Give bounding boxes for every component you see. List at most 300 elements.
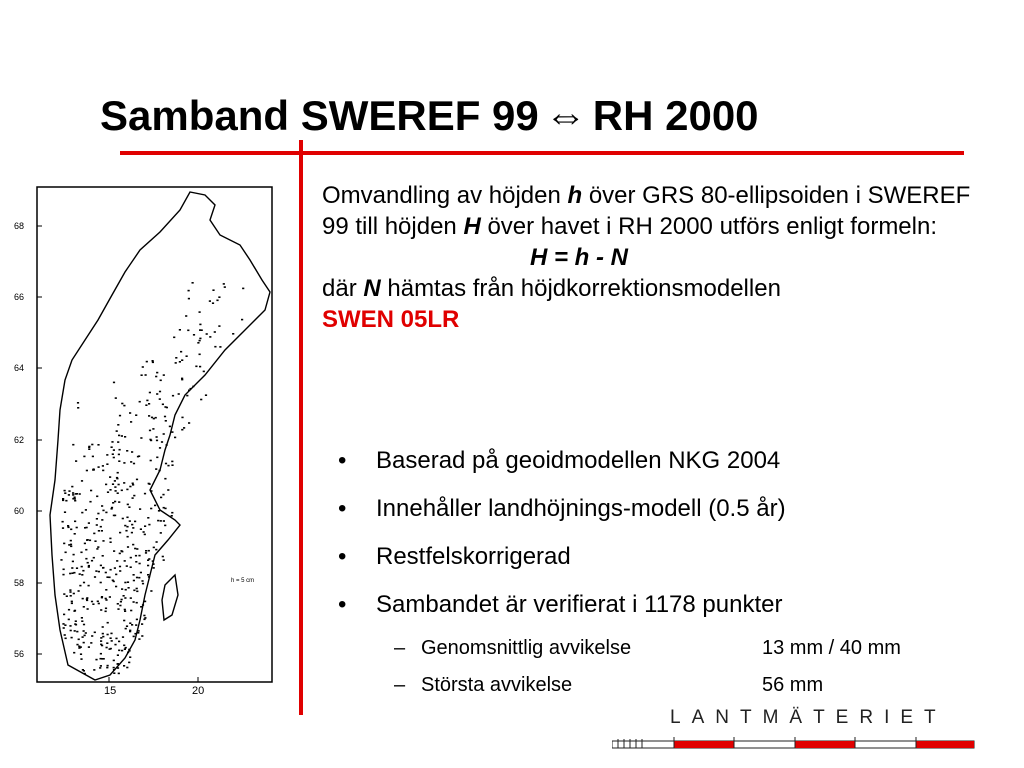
measurement-point [79, 493, 81, 495]
measurement-point [79, 573, 81, 575]
measurement-point [219, 346, 221, 348]
measurement-point [124, 436, 126, 438]
measurement-point [125, 628, 127, 630]
measurement-point [110, 637, 112, 639]
measurement-point [70, 529, 72, 531]
measurement-point [98, 530, 100, 532]
measurement-point [102, 555, 104, 557]
measurement-point [96, 496, 98, 498]
measurement-point [112, 502, 114, 504]
measurement-point [129, 656, 131, 658]
measurement-point [113, 660, 115, 662]
measurement-point [83, 456, 85, 458]
measurement-point [113, 550, 115, 552]
measurement-point [68, 490, 70, 492]
sweden-point-map [0, 180, 290, 700]
measurement-point [162, 404, 164, 406]
measurement-point [72, 561, 74, 563]
measurement-point [146, 400, 148, 402]
measurement-point [134, 633, 136, 635]
measurement-point [117, 441, 119, 443]
measurement-point [98, 466, 100, 468]
measurement-point [74, 497, 76, 499]
measurement-point [141, 623, 143, 625]
measurement-point [64, 490, 66, 492]
measurement-point [106, 454, 108, 456]
measurement-point [92, 456, 94, 458]
measurement-point [96, 548, 98, 550]
measurement-point [102, 465, 104, 467]
measurement-point [73, 554, 75, 556]
measurement-point [80, 552, 82, 554]
measurement-point [100, 582, 102, 584]
measurement-point [65, 552, 67, 554]
measurement-point [126, 489, 128, 491]
measurement-point [118, 501, 120, 503]
measurement-point [78, 590, 80, 592]
measurement-point [190, 388, 192, 390]
measurement-point [68, 544, 70, 546]
measurement-point [117, 492, 119, 494]
symbol-H: H [463, 213, 481, 240]
measurement-point [91, 635, 93, 637]
measurement-point [141, 635, 143, 637]
measurement-point [124, 648, 126, 650]
measurement-point [83, 642, 85, 644]
measurement-point [109, 596, 111, 598]
measurement-point [129, 622, 131, 624]
measurement-point [105, 608, 107, 610]
measurement-point [147, 565, 149, 567]
measurement-point [113, 669, 115, 671]
intro-text [322, 180, 1002, 335]
lat-label: 60 [14, 506, 25, 516]
measurement-point [199, 311, 201, 313]
sub-bullet-value: 56 mm [762, 674, 824, 696]
measurement-point [118, 484, 120, 486]
measurement-point [129, 630, 131, 632]
lat-label: 64 [14, 363, 25, 373]
measurement-point [171, 512, 173, 514]
lat-label: 66 [14, 292, 25, 302]
measurement-point [121, 403, 123, 405]
measurement-point [185, 315, 187, 317]
dash-icon: – [394, 637, 406, 659]
measurement-point [152, 428, 154, 430]
measurement-point [105, 611, 107, 613]
measurement-point [99, 667, 101, 669]
measurement-point [149, 392, 151, 394]
measurement-point [169, 426, 171, 428]
measurement-point [130, 461, 132, 463]
measurement-point [199, 324, 201, 326]
measurement-point [140, 437, 142, 439]
measurement-point [89, 501, 91, 503]
measurement-point [71, 603, 73, 605]
measurement-point [142, 366, 144, 368]
measurement-point [63, 593, 65, 595]
measurement-point [129, 520, 131, 522]
measurement-point [164, 508, 166, 510]
measurement-point [93, 669, 95, 671]
bullet-dot-icon: • [338, 543, 347, 570]
measurement-point [80, 653, 82, 655]
measurement-point [138, 577, 140, 579]
measurement-point [145, 404, 147, 406]
measurement-point [156, 457, 158, 459]
measurement-point [153, 418, 155, 420]
measurement-point [118, 454, 120, 456]
measurement-point [74, 610, 76, 612]
measurement-point [88, 566, 90, 568]
measurement-point [111, 508, 113, 510]
measurement-point [136, 619, 138, 621]
measurement-point [63, 543, 65, 545]
measurement-point [155, 468, 157, 470]
measurement-point [205, 394, 207, 396]
measurement-point [101, 505, 103, 507]
measurement-point [62, 574, 64, 576]
measurement-point [118, 460, 120, 462]
measurement-point [63, 627, 65, 629]
measurement-point [85, 558, 87, 560]
measurement-point [102, 510, 104, 512]
measurement-point [131, 451, 133, 453]
measurement-point [181, 417, 183, 419]
measurement-point [153, 567, 155, 569]
measurement-point [132, 497, 134, 499]
measurement-point [126, 450, 128, 452]
measurement-point [115, 574, 117, 576]
measurement-point [128, 506, 130, 508]
measurement-point [145, 552, 147, 554]
measurement-point [113, 672, 115, 674]
measurement-point [81, 480, 83, 482]
measurement-point [117, 424, 119, 426]
measurement-point [113, 457, 115, 459]
measurement-point [95, 570, 97, 572]
measurement-point [90, 490, 92, 492]
measurement-point [117, 608, 119, 610]
measurement-point [199, 338, 201, 340]
measurement-point [200, 399, 202, 401]
measurement-point [159, 470, 161, 472]
measurement-point [109, 538, 111, 540]
measurement-point [145, 550, 147, 552]
measurement-point [101, 519, 103, 521]
measurement-point [155, 376, 157, 378]
measurement-point [116, 430, 118, 432]
measurement-point [148, 576, 150, 578]
measurement-point [115, 638, 117, 640]
measurement-point [115, 397, 117, 399]
measurement-point [70, 546, 72, 548]
measurement-point [142, 583, 144, 585]
measurement-point [89, 540, 91, 542]
measurement-point [88, 646, 90, 648]
measurement-point [125, 530, 127, 532]
measurement-point [70, 540, 72, 542]
measurement-point [141, 374, 143, 376]
measurement-point [83, 670, 85, 672]
measurement-point [150, 508, 152, 510]
measurement-point [72, 498, 74, 500]
lat-label: 62 [14, 435, 25, 445]
measurement-point [60, 559, 62, 561]
measurement-point [218, 325, 220, 327]
measurement-point [114, 515, 116, 517]
measurement-point [209, 336, 211, 338]
measurement-point [94, 540, 96, 542]
measurement-point [163, 559, 165, 561]
measurement-point [77, 402, 79, 404]
dash-icon: – [394, 674, 406, 696]
measurement-point [144, 493, 146, 495]
measurement-point [68, 494, 70, 496]
sub-bullet-label: Största avvikelse [421, 674, 573, 696]
measurement-point [69, 589, 71, 591]
measurement-point [114, 644, 116, 646]
measurement-point [160, 520, 162, 522]
measurement-point [241, 319, 243, 321]
measurement-point [127, 652, 129, 654]
measurement-point [159, 398, 161, 400]
measurement-point [156, 436, 158, 438]
measurement-point [192, 282, 194, 284]
measurement-point [120, 601, 122, 603]
measurement-point [136, 602, 138, 604]
measurement-point [76, 567, 78, 569]
measurement-point [124, 525, 126, 527]
measurement-point [123, 595, 125, 597]
measurement-point [212, 302, 214, 304]
measurement-point [119, 532, 121, 534]
measurement-point [159, 391, 161, 393]
measurement-point [119, 449, 121, 451]
measurement-point [150, 490, 152, 492]
measurement-point [65, 638, 67, 640]
measurement-point [146, 361, 148, 363]
measurement-point [91, 601, 93, 603]
measurement-point [86, 600, 88, 602]
measurement-point [70, 595, 72, 597]
measurement-point [117, 663, 119, 665]
measurement-point [97, 601, 99, 603]
measurement-point [127, 581, 129, 583]
measurement-point [179, 329, 181, 331]
measurement-point [154, 505, 156, 507]
model-name: SWEN 05LR [322, 306, 460, 333]
measurement-point [111, 441, 113, 443]
measurement-point [82, 636, 84, 638]
measurement-point [130, 566, 132, 568]
measurement-point [123, 620, 125, 622]
measurement-point [71, 572, 73, 574]
measurement-point [203, 371, 205, 373]
measurement-point [161, 441, 163, 443]
sub-bullet-label: Genomsnittlig avvikelse [421, 637, 632, 659]
measurement-point [74, 533, 76, 535]
measurement-point [122, 636, 124, 638]
measurement-point [82, 570, 84, 572]
measurement-point [105, 484, 107, 486]
measurement-point [135, 624, 137, 626]
measurement-point [121, 435, 123, 437]
measurement-point [127, 546, 129, 548]
measurement-point [166, 407, 168, 409]
measurement-point [139, 508, 141, 510]
formula: H = h - N [530, 244, 629, 271]
measurement-point [114, 567, 116, 569]
measurement-point [77, 407, 79, 409]
measurement-point [214, 331, 216, 333]
sub-bullet-item [394, 634, 994, 671]
measurement-point [125, 589, 127, 591]
measurement-point [112, 483, 114, 485]
measurement-point [119, 570, 121, 572]
measurement-point [86, 539, 88, 541]
measurement-point [78, 639, 80, 641]
measurement-point [75, 624, 77, 626]
measurement-point [167, 465, 169, 467]
measurement-point [71, 637, 73, 639]
measurement-point [87, 608, 89, 610]
measurement-point [102, 567, 104, 569]
bullet-dot-icon: • [338, 447, 347, 474]
measurement-point [79, 585, 81, 587]
measurement-point [102, 636, 104, 638]
measurement-point [150, 440, 152, 442]
intro-paragraph: Omvandling av höjden h över GRS 80-ellipsoiden i SWEREF 99 till höjden H över havet i RH 2000 utförs enligt formeln: [322, 182, 971, 240]
measurement-point [175, 362, 177, 364]
measurement-point [83, 582, 85, 584]
measurement-point [72, 494, 74, 496]
measurement-point [162, 494, 164, 496]
measurement-point [64, 511, 66, 513]
measurement-point [98, 603, 100, 605]
measurement-point [180, 351, 182, 353]
measurement-point [132, 484, 134, 486]
measurement-point [155, 417, 157, 419]
measurement-point [100, 665, 102, 667]
measurement-point [138, 638, 140, 640]
measurement-point [148, 403, 150, 405]
measurement-point [242, 288, 244, 290]
measurement-point [128, 587, 130, 589]
measurement-point [100, 640, 102, 642]
measurement-point [136, 588, 138, 590]
measurement-point [113, 667, 115, 669]
measurement-point [62, 521, 64, 523]
measurement-point [105, 589, 107, 591]
measurement-point [218, 296, 220, 298]
measurement-point [133, 574, 135, 576]
measurement-point [68, 609, 70, 611]
measurement-point [112, 453, 114, 455]
measurement-point [94, 576, 96, 578]
measurement-point [102, 626, 104, 628]
lat-label: 58 [14, 578, 25, 588]
measurement-point [192, 386, 194, 388]
measurement-point [149, 430, 151, 432]
measurement-point [178, 393, 180, 395]
measurement-point [195, 366, 197, 368]
measurement-point [132, 544, 134, 546]
measurement-point [110, 648, 112, 650]
measurement-point [105, 572, 107, 574]
measurement-point [64, 624, 66, 626]
measurement-point [149, 483, 151, 485]
measurement-point [117, 667, 119, 669]
measurement-point [92, 603, 94, 605]
measurement-point [105, 512, 107, 514]
measurement-point [88, 448, 90, 450]
bullet-dot-icon: • [338, 591, 347, 618]
measurement-point [97, 546, 99, 548]
measurement-point [83, 630, 85, 632]
bullet-item: • Baserad på geoidmodellen NKG 2004 [336, 443, 1016, 491]
measurement-point [124, 560, 126, 562]
measurement-point [136, 577, 138, 579]
measurement-point [85, 549, 87, 551]
measurement-point [116, 560, 118, 562]
measurement-point [126, 625, 128, 627]
measurement-point [148, 524, 150, 526]
measurement-point [141, 580, 143, 582]
measurement-point [143, 615, 145, 617]
measurement-point [100, 565, 102, 567]
measurement-point [174, 437, 176, 439]
measurement-point [181, 429, 183, 431]
measurement-point [74, 630, 76, 632]
measurement-point [76, 631, 78, 633]
model-paragraph: där N hämtas från höjdkorrektionsmodellen [322, 275, 781, 302]
measurement-point [171, 461, 173, 463]
measurement-point [116, 477, 118, 479]
measurement-point [106, 667, 108, 669]
measurement-point [199, 354, 201, 356]
measurement-point [106, 463, 108, 465]
bullet-item: • Sambandet är verifierat i 1178 punkter [336, 587, 1016, 635]
measurement-point [138, 630, 140, 632]
measurement-point [109, 489, 111, 491]
measurement-point [163, 374, 165, 376]
measurement-point [188, 390, 190, 392]
measurement-point [100, 644, 102, 646]
measurement-point [163, 433, 165, 435]
measurement-point [127, 504, 129, 506]
measurement-point [119, 605, 121, 607]
measurement-point [88, 446, 90, 448]
measurement-point [134, 548, 136, 550]
measurement-point [62, 527, 64, 529]
measurement-point [232, 333, 234, 335]
measurement-point [152, 362, 154, 364]
measurement-point [136, 548, 138, 550]
measurement-point [171, 431, 173, 433]
measurement-point [62, 498, 64, 500]
measurement-point [91, 444, 93, 446]
measurement-point [156, 440, 158, 442]
measurement-point [224, 286, 226, 288]
measurement-point [171, 464, 173, 466]
measurement-point [96, 518, 98, 520]
measurement-point [144, 525, 146, 527]
measurement-point [167, 489, 169, 491]
measurement-point [82, 598, 84, 600]
measurement-point [123, 405, 125, 407]
measurement-point [112, 580, 114, 582]
